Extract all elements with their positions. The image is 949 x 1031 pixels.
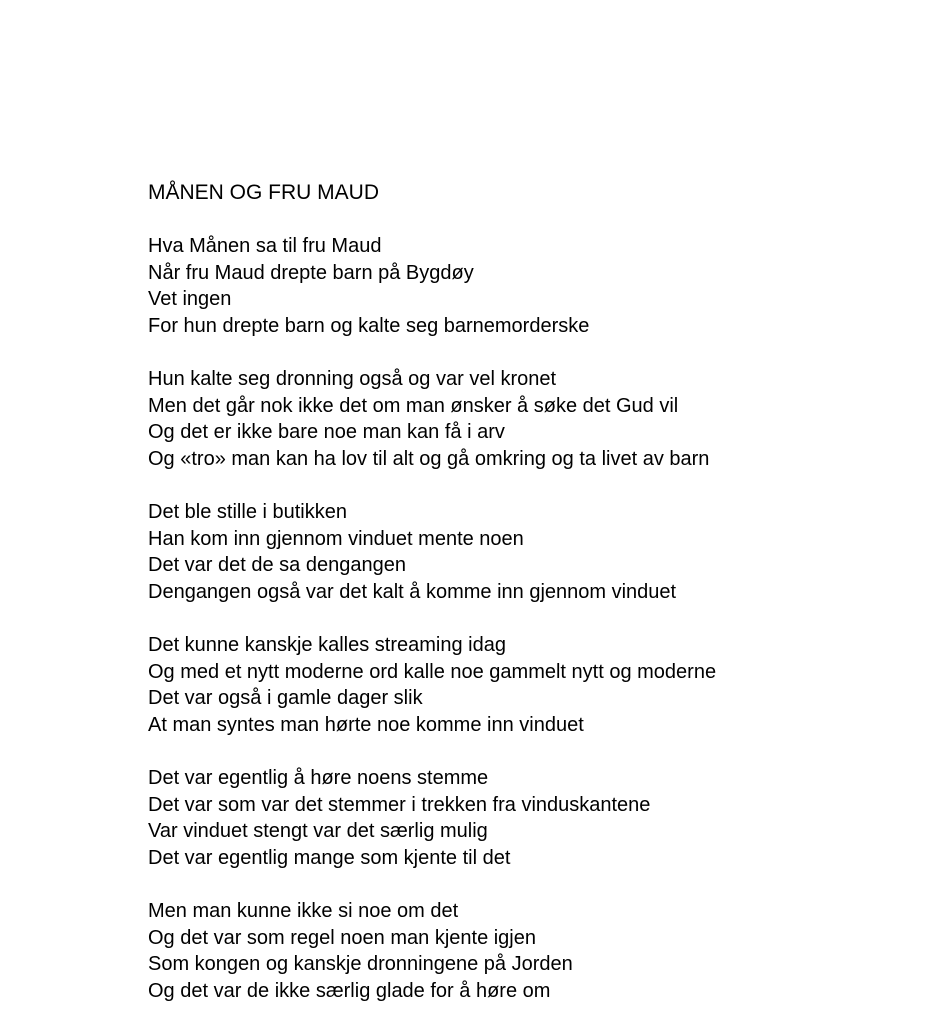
poem-line: Og det var som regel noen man kjente igjen <box>148 926 536 949</box>
poem-line: Dengangen også var det kalt å komme inn gjennom vinduet <box>148 580 677 603</box>
stanza <box>148 765 928 871</box>
poem-line: Han kom inn gjennom vinduet mente noen <box>148 527 524 550</box>
stanza <box>148 898 928 1004</box>
stanza <box>148 499 928 605</box>
poem-line: For hun drepte barn og kalte seg barnemorderske <box>148 314 590 337</box>
poem-line: Når fru Maud drepte barn på Bygdøy <box>148 261 474 284</box>
poem-line: Det var egentlig å høre noens stemme <box>148 767 489 790</box>
poem-line: Og det er ikke bare noe man kan få i arv <box>148 421 505 444</box>
stanza <box>148 366 928 472</box>
poem-line: Og «tro» man kan ha lov til alt og gå omkring og ta livet av barn <box>148 447 710 470</box>
poem-line: At man syntes man hørte noe komme inn vinduet <box>148 713 584 736</box>
poem-line: Men man kunne ikke si noe om det <box>148 900 459 923</box>
poem-line: Det kunne kanskje kalles streaming idag <box>148 634 506 657</box>
poem-line: Det var det de sa dengangen <box>148 554 406 577</box>
poem-line: Det var som var det stemmer i trekken fra vinduskantene <box>148 793 651 816</box>
poem-title: MÅNEN OG FRU MAUD <box>148 181 379 204</box>
stanza <box>148 632 928 738</box>
poem-line: Det ble stille i butikken <box>148 501 347 524</box>
poem-line: Var vinduet stengt var det særlig mulig <box>148 820 488 843</box>
stanza <box>148 233 928 339</box>
poem-line: Hva Månen sa til fru Maud <box>148 235 382 258</box>
document-page <box>148 180 928 1031</box>
poem-line: Det var egentlig mange som kjente til det <box>148 846 511 869</box>
poem-line: Det var også i gamle dager slik <box>148 687 423 710</box>
poem-line: Vet ingen <box>148 288 232 311</box>
poem-line: Men det går nok ikke det om man ønsker å søke det Gud vil <box>148 394 679 417</box>
poem-line: Og det var de ikke særlig glade for å høre om <box>148 979 551 1002</box>
poem-line: Som kongen og kanskje dronningene på Jorden <box>148 953 573 976</box>
poem-line: Og med et nytt moderne ord kalle noe gammelt nytt og moderne <box>148 660 717 683</box>
poem-line: Hun kalte seg dronning også og var vel kronet <box>148 368 557 391</box>
